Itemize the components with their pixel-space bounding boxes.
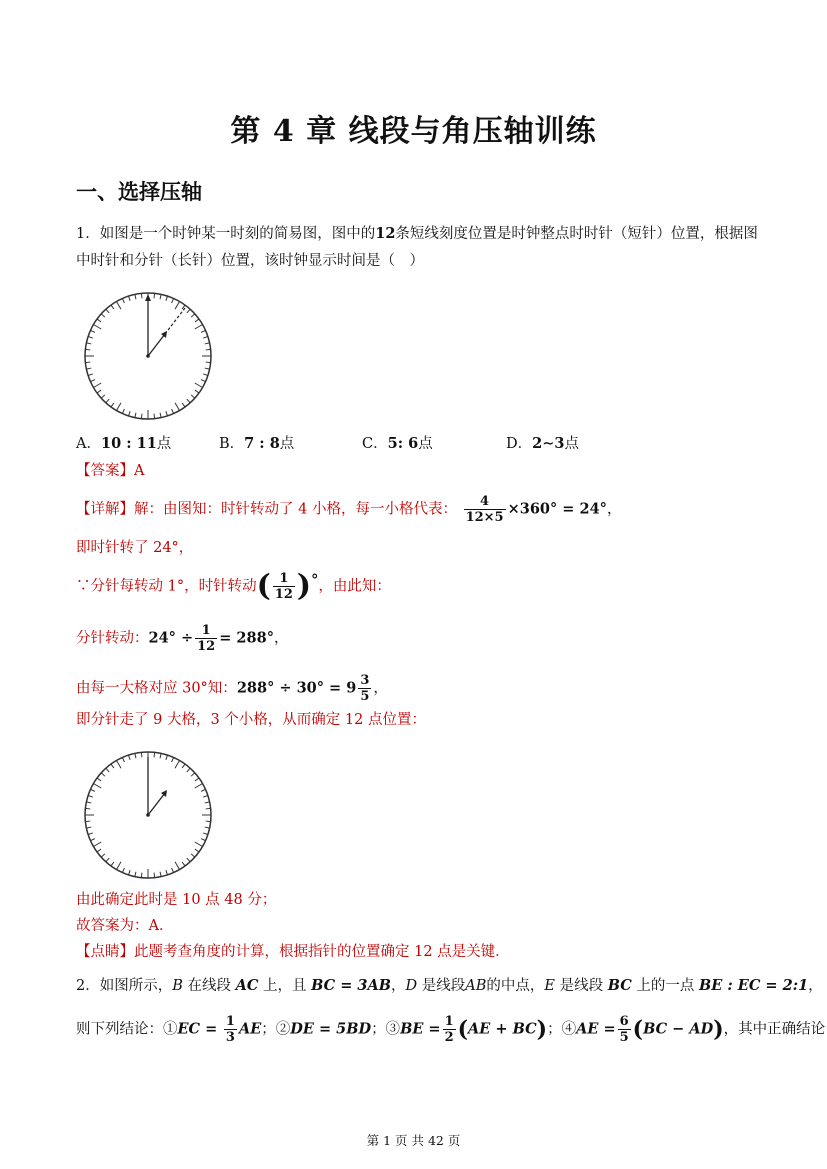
clock-tick [101,773,105,776]
clock-tick [166,870,168,875]
clock-tick [111,764,114,768]
clock-tick [141,414,142,419]
clock-tick [88,337,93,339]
clock-tick [86,802,91,803]
clock-tick [154,752,155,757]
clock-tick [201,839,206,841]
clock-tick [129,870,131,875]
clock-tick [101,395,105,398]
clock-tick [122,298,124,303]
clock-tick [141,873,142,878]
clock-tick [122,409,124,414]
clock-tick [117,301,122,309]
clock-tick [191,773,195,776]
detail-line-4: 分针转动：24° ÷ $\frac{1}{12}$ = 288°， [76,623,289,654]
clock-tick [187,768,190,772]
clock-tick [205,827,210,828]
clock-tick [111,403,114,407]
clock-tick [117,862,122,870]
clock-tick [106,858,109,862]
clock-tick [135,872,136,877]
clock-tick [195,849,199,852]
clock-tick [88,796,93,798]
clock-tick [93,383,101,388]
clock-tick [195,390,199,393]
clock-tick [106,768,109,772]
clock-tick [129,411,131,416]
comment-line: 【点睛】此题考查角度的计算，根据指针的位置确定 12 点是关键． [76,944,510,960]
clock-tick [135,294,136,299]
clock-tick [97,319,101,322]
option-d[interactable]: D．2∼3点 [506,435,579,452]
option-c[interactable]: C．5: 6点 [362,435,433,452]
clock-tick [206,808,211,809]
q2-line2: 则下列结论：①EC = $\frac{1}{3}$ AE；②DE = 5BD；③BE = $\frac{1}{2}$ (AE + BC)；④AE = $\frac{6}{5}$ (BC − AD)，其中正确结论 [76,1014,826,1045]
clock-tick [97,778,101,781]
option-b[interactable]: B．7 : 8点 [219,435,295,452]
clock-tick [97,390,101,393]
clock-tick [101,314,105,317]
clock-tick [206,821,211,822]
clock-tick [85,362,90,363]
clock-tick [205,802,210,803]
clock-tick [154,293,155,298]
clock-tick [135,753,136,758]
section-heading: 一、选择压轴 [76,179,202,204]
clock-tick [166,755,168,760]
clock-tick [106,399,109,403]
clock-tick [175,301,180,309]
clock-tick [90,380,95,382]
fraction: $\frac{4}{12\times 5}$ [465,494,504,525]
q1-line2: 中时针和分针（长针）位置，该时钟显示时间是（ ） [76,253,424,269]
clock-tick [172,298,174,303]
q1-line1: 1．如图是一个时钟某一时刻的简易图，图中的12条短线刻度位置是时钟整点时时针（短针）位置，根据图 [76,225,758,242]
clock-tick [172,868,174,873]
clock-tick [160,413,161,418]
clock-dial-2 [85,752,211,878]
clock-tick [106,309,109,313]
clock-tick [86,827,91,828]
clock-tick [201,330,206,332]
clock-tick [160,294,161,299]
clock-tick [191,314,195,317]
clock-tick [203,796,208,798]
clock-tick [85,349,90,350]
page-title: 第 4 章 线段与角压轴训练 [230,114,597,149]
clock-tick [175,403,180,411]
clock-tick [101,854,105,857]
clock-figure-1 [78,286,218,426]
clock-tick [195,325,203,330]
clock-tick [187,309,190,313]
detail-line-5: 由每一大格对应 30°知：288° ÷ 30° = 9 $\frac{3}{5}$ ， [76,673,388,704]
clock-tick [205,343,210,344]
clock-tick [195,778,199,781]
detail-line-2: 即时针转了 24°， [76,540,194,556]
clock-dial-1 [85,293,211,419]
page-footer: 第 1 页 共 42 页 [366,1133,461,1148]
clock-tick [195,842,203,847]
clock-tick [122,868,124,873]
clock-tick [141,752,142,757]
minute-hand-2 [148,793,165,815]
clock-tick [166,411,168,416]
clock-tick [191,854,195,857]
clock-tick [85,821,90,822]
clock-tick [88,374,93,376]
option-a[interactable]: A．10 : 11点 [76,435,172,452]
clock-tick [117,403,122,411]
clock-tick [195,784,203,789]
clock-tick [85,808,90,809]
clock-tick [86,368,91,369]
answer-line: 【答案】A [76,463,145,479]
clock-tick [166,296,168,301]
clock-tick [203,833,208,835]
clock-tick [90,789,95,791]
clock-tick [206,362,211,363]
detail-line-3: ∵分针每转动 1°，时针转动( $\frac{1}{12}$ )°，由此知： [76,568,391,604]
clock-tick [195,383,203,388]
clock-figure-2 [78,745,218,885]
clock-tick [117,760,122,768]
detail-line-6: 即分针走了 9 大格，3 个小格，从而确定 12 点位置： [76,712,426,728]
clock-tick [175,862,180,870]
detail-line-1: 【详解】解：由图知：时针转动了 4 小格，每一小格代表： $\frac{4}{12\times 5}$ ×360° = 24°， [76,494,622,525]
clock-tick [187,858,190,862]
clock-tick [86,343,91,344]
clock-tick [93,784,101,789]
minute-hand-1 [148,334,165,356]
clock-tick [203,337,208,339]
clock-tick [88,833,93,835]
clock-tick [93,325,101,330]
clock-tick [182,764,185,768]
clock-tick [191,395,195,398]
clock-tick [175,760,180,768]
clock-tick [111,862,114,866]
clock-tick [135,413,136,418]
clock-tick [90,330,95,332]
clock-tick [205,368,210,369]
clock-tick [93,842,101,847]
clock-tick [182,403,185,407]
clock-tick [129,755,131,760]
clock-tick [97,849,101,852]
clock-tick [129,296,131,301]
clock-tick [201,380,206,382]
clock-tick [203,374,208,376]
q2-line1: 2．如图所示，B 在线段 AC 上，且 BC = 3AB，D 是线段AB的中点，E 是线段 BC 上的一点 BE : EC = 2:1， [76,977,823,994]
clock-tick [122,757,124,762]
detail-line-7: 由此确定此时是 10 点 48 分； [76,892,277,908]
clock-tick [154,414,155,419]
clock-tick [195,319,199,322]
clock-tick [206,349,211,350]
clock-tick [160,753,161,758]
clock-tick [187,399,190,403]
clock-tick [154,873,155,878]
clock-tick [160,872,161,877]
clock-tick [182,862,185,866]
clock-tick [90,839,95,841]
detail-line-8: 故答案为：A． [76,918,174,934]
clock-tick [201,789,206,791]
clock-tick [172,757,174,762]
clock-tick [172,409,174,414]
clock-tick [141,293,142,298]
clock-tick [111,305,114,309]
